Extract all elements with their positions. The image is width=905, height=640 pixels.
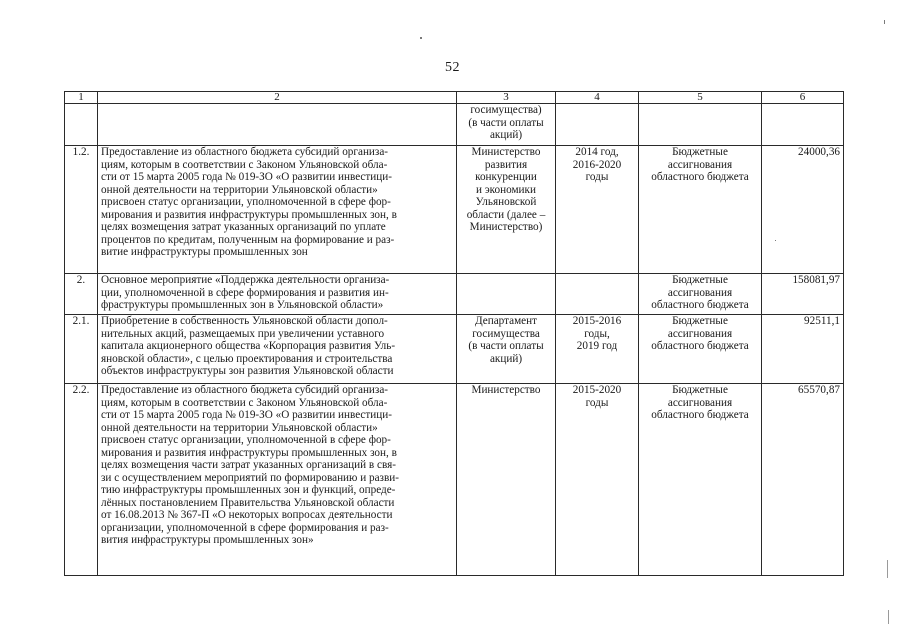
activity-description-line: циям, которым в соответствии с Законом Ульяновской обла- bbox=[101, 158, 388, 171]
activity-description bbox=[98, 274, 457, 315]
row-number: 2.2. bbox=[65, 384, 98, 576]
activity-description bbox=[98, 384, 457, 576]
executor-cell bbox=[457, 315, 556, 384]
column-header: 4 bbox=[556, 92, 639, 104]
executor-cell bbox=[457, 384, 556, 576]
period-cell-line: 2015-2020 bbox=[572, 384, 622, 396]
period-cell bbox=[556, 146, 639, 274]
funding-source-cell bbox=[639, 315, 762, 384]
funding-source-cell bbox=[639, 274, 762, 315]
activity-description-line: целях возмещения части затрат указанных организаций в свя- bbox=[101, 459, 396, 471]
funding-source-cell-line: Бюджетные bbox=[672, 274, 728, 286]
amount-cell: 65570,87 bbox=[762, 384, 844, 576]
table-row bbox=[65, 104, 844, 146]
funding-source-cell-line: областного бюджета bbox=[651, 409, 749, 421]
activity-description-line: процентов по кредитам, полученным на формирование и раз- bbox=[101, 233, 395, 246]
executor-cell-line: Министерство) bbox=[469, 221, 543, 233]
activity-description-line: лённых постановлением Правительства Ульяновской области bbox=[101, 496, 395, 509]
amount-cell: 92511,1 bbox=[762, 315, 844, 384]
executor-cell-line: и экономики bbox=[476, 183, 536, 196]
row-number bbox=[65, 104, 98, 146]
activity-description bbox=[98, 146, 457, 274]
activity-description-line: вития инфраструктуры промышленных зон» bbox=[101, 534, 314, 546]
period-cell bbox=[556, 104, 639, 146]
activity-description-line: Предоставление из областного бюджета субсидий организа- bbox=[101, 384, 389, 396]
amount-cell bbox=[762, 104, 844, 146]
activity-description bbox=[98, 104, 457, 146]
scan-speck bbox=[775, 240, 776, 241]
funding-source-cell-line: областного бюджета bbox=[651, 299, 749, 311]
scan-speck bbox=[420, 37, 422, 39]
activity-description bbox=[98, 315, 457, 384]
table-row bbox=[65, 146, 844, 274]
activity-description-line: сти от 15 марта 2005 года № 019-ЗО «О развитии инвестици- bbox=[101, 409, 392, 421]
executor-cell-line: госимущества) bbox=[470, 104, 542, 116]
activity-description-line: целях возмещения затрат указанных организаций по уплате bbox=[101, 221, 386, 233]
activity-description-line: Приобретение в собственность Ульяновской области допол- bbox=[101, 315, 388, 327]
funding-source-cell bbox=[639, 104, 762, 146]
activity-description-line: онной деятельности на территории Ульяновской области» bbox=[101, 183, 378, 196]
executor-cell-line: (в части оплаты bbox=[468, 340, 544, 352]
executor-cell-line: Департамент bbox=[474, 315, 538, 327]
amount-cell: 158081,97 bbox=[762, 274, 844, 315]
activity-description-line: витие инфраструктуры промышленных зон bbox=[101, 246, 308, 258]
activity-description-line: зи с осуществлением мероприятий по формированию и разви- bbox=[101, 471, 399, 484]
executor-cell bbox=[457, 146, 556, 274]
period-cell-line: годы, bbox=[584, 327, 610, 340]
table-row bbox=[65, 315, 844, 384]
funding-source-cell-line: ассигнования bbox=[667, 396, 733, 409]
executor-cell-line: Министерство bbox=[471, 146, 541, 158]
program-activities-table bbox=[64, 91, 844, 576]
activity-description-line: мирования и развития инфраструктуры промышленных зон, в bbox=[101, 446, 397, 459]
funding-source-cell bbox=[639, 146, 762, 274]
executor-cell-line: области (далее – bbox=[466, 208, 546, 221]
activity-description-line: присвоен статус организации, уполномоченной в сфере фор- bbox=[101, 434, 391, 446]
scan-speck bbox=[884, 20, 885, 24]
activity-description-line: нительных акций, размещаемых при увеличении уставного bbox=[101, 327, 385, 340]
activity-description-line: онной деятельности на территории Ульяновской области» bbox=[101, 421, 378, 434]
funding-source-cell-line: ассигнования bbox=[667, 158, 733, 171]
column-header: 2 bbox=[98, 92, 457, 104]
table-row bbox=[65, 384, 844, 576]
activity-description-line: фраструктуры промышленных зон в Ульяновской области» bbox=[101, 299, 384, 311]
activity-description-line: Основное мероприятие «Поддержка деятельности организа- bbox=[101, 274, 390, 286]
amount-cell: 24000,36 bbox=[762, 146, 844, 274]
funding-source-cell-line: Бюджетные bbox=[672, 315, 728, 327]
table-body bbox=[65, 92, 844, 576]
executor-cell-line: (в части оплаты bbox=[468, 116, 544, 129]
executor-cell-line: госимущества bbox=[472, 327, 540, 340]
funding-source-cell-line: областного бюджета bbox=[651, 340, 749, 352]
row-number: 2. bbox=[65, 274, 98, 315]
executor-cell-line: Министерство bbox=[471, 384, 541, 396]
column-header: 6 bbox=[762, 92, 844, 104]
executor-cell-line: развития bbox=[484, 158, 528, 171]
executor-cell-line: конкуренции bbox=[475, 171, 537, 183]
row-number: 1.2. bbox=[65, 146, 98, 274]
executor-cell-line: Ульяновской bbox=[475, 196, 537, 208]
column-header: 5 bbox=[639, 92, 762, 104]
column-header: 1 bbox=[65, 92, 98, 104]
funding-source-cell-line: областного бюджета bbox=[651, 171, 749, 183]
period-cell bbox=[556, 315, 639, 384]
period-cell-line: годы bbox=[585, 396, 609, 409]
activity-description-line: циям, которым в соответствии с Законом Ульяновской обла- bbox=[101, 396, 388, 409]
scan-edge-mark bbox=[887, 560, 888, 578]
period-cell-line: годы bbox=[585, 171, 609, 183]
funding-source-cell-line: Бюджетные bbox=[672, 146, 728, 158]
activity-description-line: объектов инфраструктуры зон развития Ульяновской области bbox=[101, 365, 394, 377]
executor-cell-line: акций) bbox=[489, 352, 523, 365]
row-number: 2.1. bbox=[65, 315, 98, 384]
period-cell-line: 2015-2016 bbox=[572, 315, 622, 327]
activity-description-line: яновской области», с целью проектирования и строительства bbox=[101, 352, 393, 365]
table-header-row bbox=[65, 92, 844, 104]
period-cell bbox=[556, 274, 639, 315]
activity-description-line: мирования и развития инфраструктуры промышленных зон, в bbox=[101, 208, 397, 221]
column-header: 3 bbox=[457, 92, 556, 104]
activity-description-line: капитала акционерного общества «Корпорация развития Уль- bbox=[101, 340, 396, 352]
activity-description-line: тию инфраструктуры промышленных зон и функций, опреде- bbox=[101, 484, 396, 496]
period-cell-line: 2019 год bbox=[576, 340, 618, 352]
page-number: 52 bbox=[445, 60, 460, 75]
table-row bbox=[65, 274, 844, 315]
period-cell-line: 2016-2020 bbox=[572, 158, 622, 171]
activity-description-line: организации, уполномоченной в сфере формирования и раз- bbox=[101, 521, 389, 534]
period-cell bbox=[556, 384, 639, 576]
activity-description-line: присвоен статус организации, уполномоченной в сфере фор- bbox=[101, 196, 391, 208]
executor-cell bbox=[457, 104, 556, 146]
funding-source-cell-line: ассигнования bbox=[667, 327, 733, 340]
funding-source-cell bbox=[639, 384, 762, 576]
activity-description-line: сти от 15 марта 2005 года № 019-ЗО «О развитии инвестици- bbox=[101, 171, 392, 183]
activity-description-line: Предоставление из областного бюджета субсидий организа- bbox=[101, 146, 389, 158]
executor-cell bbox=[457, 274, 556, 315]
period-cell-line: 2014 год, bbox=[575, 146, 619, 158]
funding-source-cell-line: Бюджетные bbox=[672, 384, 728, 396]
funding-source-cell-line: ассигнования bbox=[667, 286, 733, 299]
executor-cell-line: акций) bbox=[489, 129, 523, 141]
activity-description-line: ции, уполномоченной в сфере формирования и развития ин- bbox=[101, 286, 389, 299]
scan-edge-mark bbox=[888, 610, 889, 624]
activity-description-line: от 16.08.2013 № 367-П «О некоторых вопросах деятельности bbox=[101, 509, 393, 521]
